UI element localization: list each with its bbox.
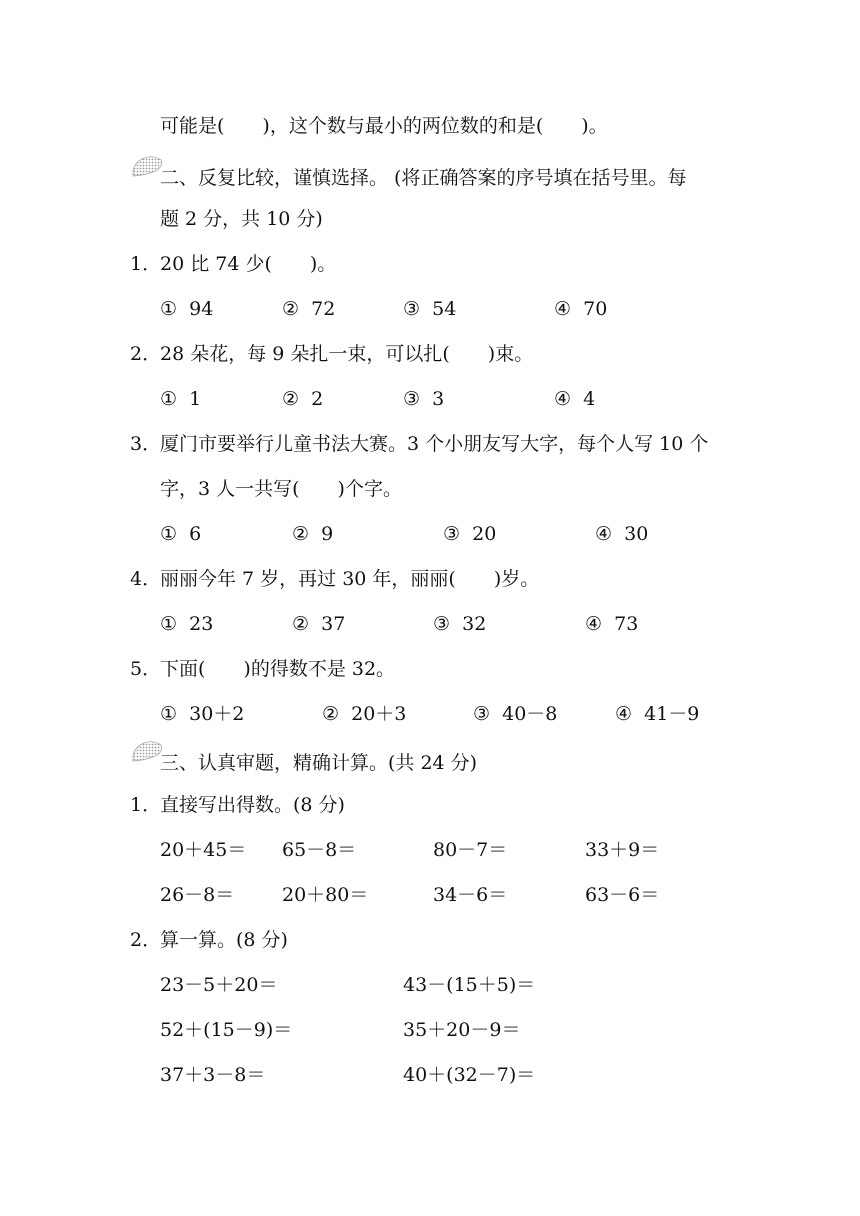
option-1: ① 30＋2	[160, 703, 245, 725]
option-1: ① 1	[160, 388, 202, 410]
option-1: ① 94	[160, 298, 214, 320]
option-2: ② 37	[292, 613, 346, 635]
calc-item: 23－5＋20＝	[160, 974, 278, 996]
option-1: ① 6	[160, 523, 202, 545]
question-number: 5．	[130, 658, 162, 680]
calc-item: 34－6＝	[433, 884, 508, 906]
calc-item: 63－6＝	[585, 884, 660, 906]
question-number: 4．	[130, 568, 162, 590]
calc-item: 52＋(15－9)＝	[160, 1019, 293, 1041]
option-3: ③ 20	[443, 523, 497, 545]
question-number: 3．	[130, 433, 162, 455]
option-3: ③ 3	[403, 388, 445, 410]
option-3: ③ 40－8	[473, 703, 558, 725]
option-4: ④ 4	[554, 388, 596, 410]
top-line: 可能是( )，这个数与最小的两位数的和是( )。	[160, 115, 608, 137]
question-number: 2．	[130, 343, 162, 365]
calc-item: 43－(15＋5)＝	[403, 974, 536, 996]
question-text: 直接写出得数。(8 分)	[160, 794, 345, 816]
question-text: 下面( )的得数不是 32。	[160, 658, 396, 680]
option-3: ③ 54	[403, 298, 457, 320]
option-4: ④ 41－9	[615, 703, 700, 725]
calc-item: 20＋45＝	[160, 839, 247, 861]
question-text: 丽丽今年 7 岁，再过 30 年，丽丽( )岁。	[160, 568, 540, 590]
calc-item: 65－8＝	[282, 839, 357, 861]
calc-item: 40＋(32－7)＝	[403, 1064, 536, 1086]
question-text: 厦门市要举行儿童书法大赛。3 个小朋友写大字，每个人写 10 个	[160, 433, 709, 455]
question-text: 20 比 74 少( )。	[160, 253, 337, 275]
option-1: ① 23	[160, 613, 214, 635]
option-2: ② 72	[282, 298, 336, 320]
calc-item: 26－8＝	[160, 884, 235, 906]
calc-item: 37＋3－8＝	[160, 1064, 266, 1086]
option-3: ③ 32	[433, 613, 487, 635]
option-2: ② 9	[292, 523, 334, 545]
option-2: ② 20＋3	[322, 703, 407, 725]
question-number: 1．	[130, 253, 162, 275]
calc-item: 80－7＝	[433, 839, 508, 861]
calc-item: 35＋20－9＝	[403, 1019, 521, 1041]
question-text: 28 朵花，每 9 朵扎一束，可以扎( )束。	[160, 343, 534, 365]
question-text: 算一算。(8 分)	[160, 929, 288, 951]
calc-item: 20＋80＝	[282, 884, 369, 906]
question-number: 2．	[130, 929, 162, 951]
calc-item: 33＋9＝	[585, 839, 660, 861]
section2-title-line1: 二、反复比较，谨慎选择。 (将正确答案的序号填在括号里。每	[160, 167, 687, 189]
option-4: ④ 73	[585, 613, 639, 635]
option-4: ④ 70	[554, 298, 608, 320]
option-4: ④ 30	[595, 523, 649, 545]
section-badge-icon	[130, 737, 164, 763]
section3-title: 三、认真审题，精确计算。(共 24 分)	[160, 752, 478, 774]
question-text-continued: 字，3 人一共写( )个字。	[160, 478, 402, 500]
question-number: 1．	[130, 794, 162, 816]
section-badge-icon	[130, 152, 164, 178]
section2-title-line2: 题 2 分，共 10 分)	[160, 208, 323, 230]
option-2: ② 2	[282, 388, 324, 410]
